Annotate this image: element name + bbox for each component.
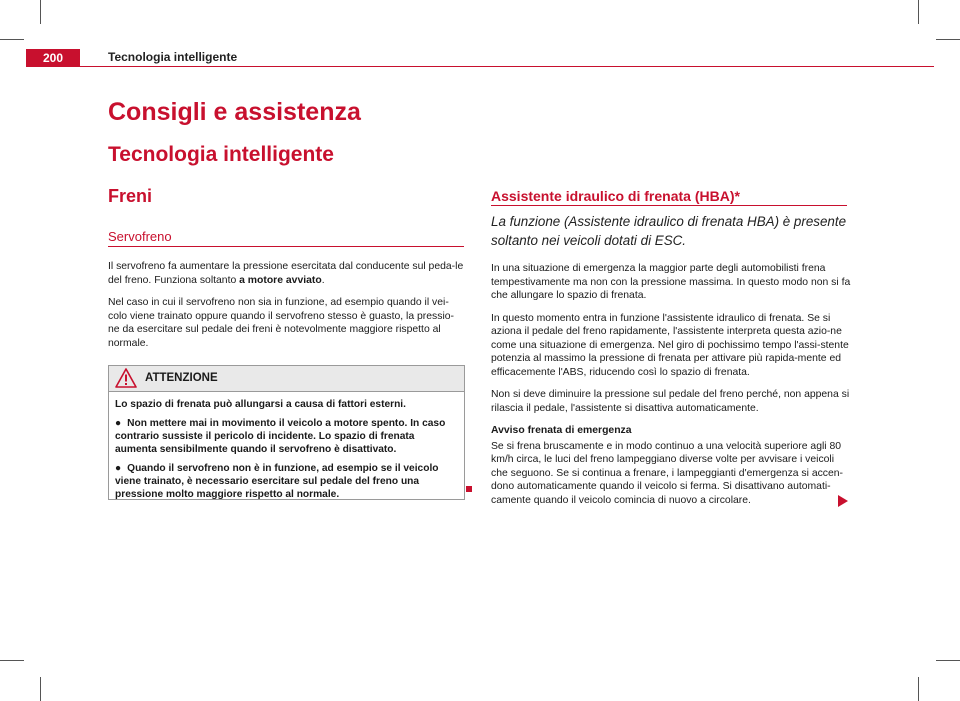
paragraph: In una situazione di emergenza la maggior parte degli automobilisti frena tempestivamente ma non con la pressione massima. In questo modo non si fa che allungare lo spazio di frenata. [491, 263, 851, 301]
paragraph: Il servofreno fa aumentare la pressione esercitata dal conducente sul peda-le del freno. Funziona soltanto a motore avviato. [108, 261, 464, 286]
warning-header [109, 366, 464, 392]
warning-body [109, 392, 464, 501]
chapter-heading: Tecnologia intelligente [108, 143, 334, 166]
paragraph: Se si frena bruscamente e in modo continuo a una velocità superiore agli 80 km/h circa, le luci del freno lampeggiano diverse volte per avvisare i veicoli che seguono. Se si continua a frenare, i lampeggianti d'emergenza si accen-dono automaticamente quando il veicolo si ferma. Si disattivano automati-camente quando il veicolo comincia di nuovo a circolare. [491, 440, 844, 506]
continue-arrow-icon [838, 494, 848, 512]
right-section-title: Assistente idraulico di frenata (HBA)* [491, 188, 740, 204]
page-number: 200 [26, 49, 80, 67]
warning-box [108, 365, 465, 500]
warning-intro: Lo spazio di frenata può allungarsi a causa di fattori esterni. [115, 399, 406, 410]
section-end-marker [466, 486, 472, 492]
header-rule [80, 66, 934, 67]
subheading: Avviso frenata di emergenza [491, 425, 632, 436]
crop-mark [918, 677, 919, 701]
right-section-rule [491, 205, 847, 206]
warning-triangle-icon [115, 368, 137, 393]
subtopic-heading: Servofreno [108, 229, 172, 244]
topic-heading: Freni [108, 186, 153, 206]
bullet-icon: ● [115, 463, 122, 474]
crop-mark [918, 0, 919, 24]
paragraph: Nel caso in cui il servofreno non sia in funzione, ad esempio quando il vei-colo viene trainato oppure quando il servofreno stesso è guasto, la pressio-ne da esercitare sul pedale dei freni è notevolmente maggiore rispetto al normale. [108, 297, 454, 349]
crop-mark [936, 39, 960, 40]
subtopic-rule [108, 246, 464, 247]
crop-mark [40, 0, 41, 24]
warning-bullet: ● Non mettere mai in movimento il veicolo a motore spento. In caso contrario sussiste il pericolo di incidente. Lo spazio di frenata aumenta sensibilmente quando il servofreno è disattivato. [115, 418, 446, 455]
crop-mark [0, 660, 24, 661]
warning-label: ATTENZIONE [145, 372, 218, 384]
emphasis: a motore avviato [239, 274, 322, 286]
left-column [108, 260, 464, 359]
intro-text: La funzione (Assistente idraulico di frenata HBA) è presente soltanto nei veicoli dotati di ESC. [491, 214, 847, 248]
paragraph: Non si deve diminuire la pressione sul pedale del freno perché, non appena si rilascia il pedale, l'assistente si disattiva automaticamente. [491, 389, 850, 414]
crop-mark [40, 677, 41, 701]
crop-mark [0, 39, 24, 40]
section-heading: Consigli e assistenza [108, 98, 361, 126]
running-title: Tecnologia intelligente [108, 50, 238, 64]
crop-mark [936, 660, 960, 661]
bullet-icon: ● [115, 418, 122, 429]
right-column [491, 262, 853, 516]
warning-bullet: ● Quando il servofreno non è in funzione, ad esempio se il veicolo viene trainato, è necessario esercitare sul pedale del freno una pressione molto maggiore rispetto al normale. [115, 463, 439, 500]
paragraph: In questo momento entra in funzione l'assistente idraulico di frenata. Se si aziona il pedale del freno rapidamente, l'assistente interpreta questa azio-ne come una situazione di emergenza. Nel giro di pochissimo tempo l'assi-stente potenzia al massimo la pressione di frenata per attivare più rapida-mente ed efficacemente l'ABS, riducendo così lo spazio di frenata. [491, 312, 849, 378]
